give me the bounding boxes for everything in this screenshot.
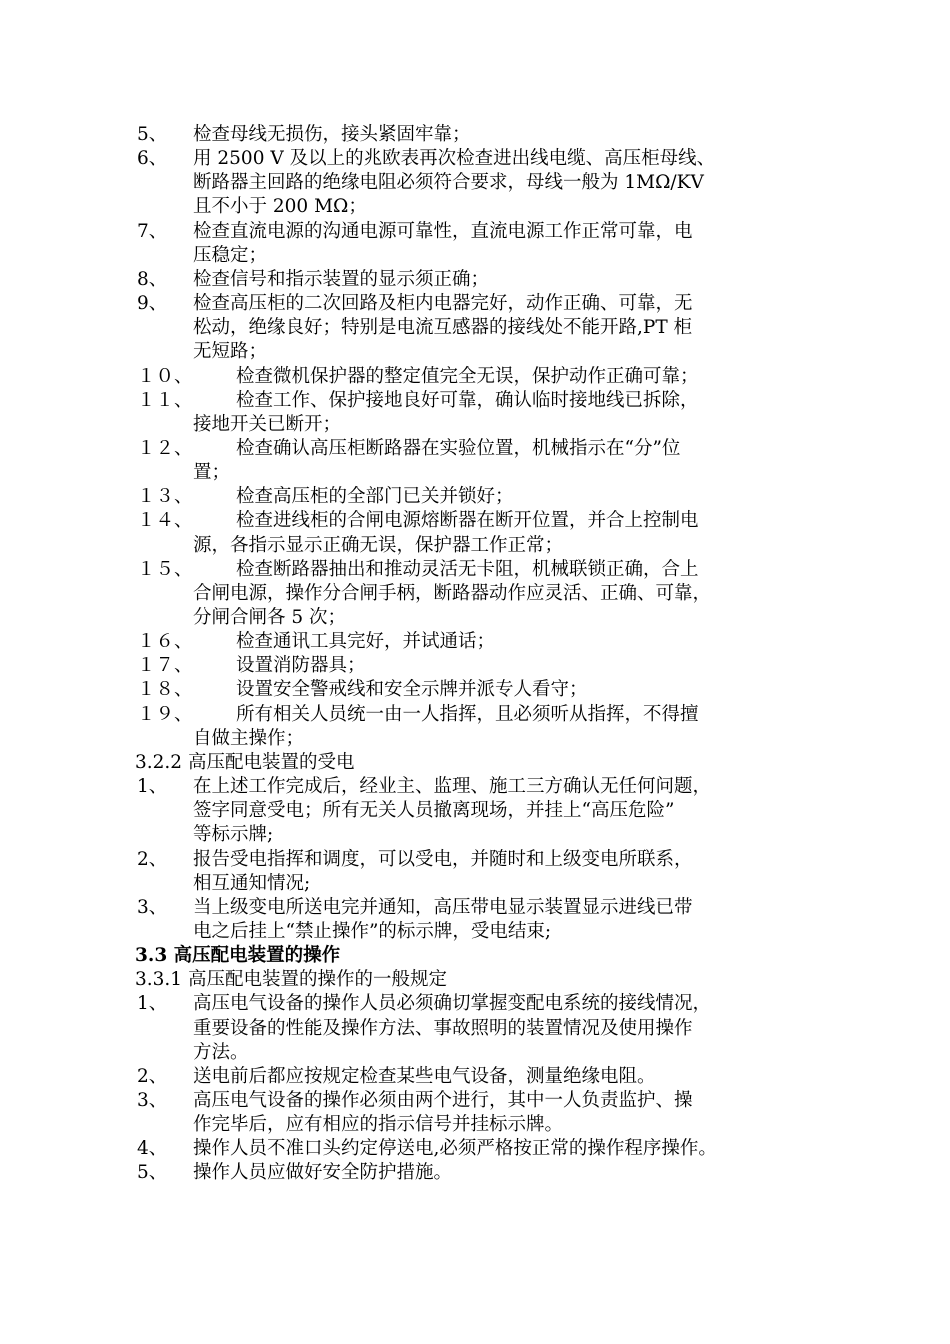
list-item-text: 检查通讯工具完好，并试通话； bbox=[236, 631, 496, 653]
list-item-text: 置； bbox=[193, 462, 231, 484]
list-item-text: 检查确认高压柜断路器在实验位置，机械指示在“分”位 bbox=[236, 437, 681, 459]
list-item-number: １９、 bbox=[137, 703, 193, 725]
list-item-text: 高压电气设备的操作必须由两个进行，其中一人负责监护、操 bbox=[193, 1090, 693, 1111]
list-item-number: １３、 bbox=[137, 486, 193, 508]
list-item-number: 5、 bbox=[137, 1162, 168, 1184]
list-item-number: １１、 bbox=[137, 389, 193, 411]
list-item-text: 检查直流电源的沟通电源可靠性，直流电源工作正常可靠，电 bbox=[193, 220, 693, 242]
section-heading-3-3: 3.3 高压配电装置的操作 bbox=[135, 945, 341, 967]
list-item-number: 1、 bbox=[137, 776, 168, 798]
list-item-number: １５、 bbox=[137, 558, 193, 580]
list-item-text: 操作人员不准口头约定停送电,必须严格按正常的操作程序操作。 bbox=[193, 1138, 717, 1160]
list-item-number: １０、 bbox=[137, 365, 193, 387]
list-item-text: 操作人员应做好安全防护措施。 bbox=[193, 1162, 453, 1184]
list-item-text: 当上级变电所送电完并通知，高压带电显示装置显示进线已带 bbox=[193, 896, 693, 918]
list-item-number: 3、 bbox=[137, 896, 168, 918]
list-item-text: 设置安全警戒线和安全示牌并派专人看守； bbox=[236, 679, 588, 701]
list-item-text: 源，各指示显示正确无误，保护器工作正常； bbox=[193, 534, 564, 556]
list-item-number: １２、 bbox=[137, 437, 193, 459]
list-item-text: 检查高压柜的全部门已关并锁好； bbox=[236, 486, 514, 508]
list-item-text: 检查断路器抽出和推动灵活无卡阻，机械联锁正确，合上 bbox=[236, 558, 699, 580]
list-item-text: 签字同意受电；所有无关人员撤离现场，并挂上“高压危险” bbox=[193, 800, 675, 822]
list-item-text: 松动，绝缘良好；特别是电流互感器的接线处不能开路,PT 柜 bbox=[193, 317, 693, 339]
list-item-number: 2、 bbox=[137, 1065, 168, 1087]
list-item-text: 断路器主回路的绝缘电阻必须符合要求，母线一般为 1MΩ/KV bbox=[193, 172, 704, 194]
list-item-text: 报告受电指挥和调度，可以受电，并随时和上级变电所联系， bbox=[193, 848, 693, 870]
list-item-text: 检查信号和指示装置的显示须正确； bbox=[193, 268, 490, 290]
list-item-number: 4、 bbox=[137, 1138, 168, 1160]
list-item-number: 2、 bbox=[137, 848, 168, 870]
list-item-number: 3、 bbox=[137, 1090, 168, 1111]
list-item-number: １６、 bbox=[137, 631, 193, 653]
list-item-number: 5、 bbox=[137, 124, 168, 145]
list-item-number: 9、 bbox=[137, 293, 168, 315]
list-item-text: 合闸电源，操作分合闸手柄，断路器动作应灵活、正确、可靠， bbox=[193, 582, 712, 604]
list-item-text: 检查进线柜的合闸电源熔断器在断开位置，并合上控制电 bbox=[236, 510, 699, 532]
list-item-number: 8、 bbox=[137, 268, 168, 290]
list-item-text: 设置消防器具； bbox=[236, 655, 366, 677]
list-item-text: 重要设备的性能及操作方法、事故照明的装置情况及使用操作 bbox=[193, 1017, 693, 1039]
list-item-text: 相互通知情况; bbox=[193, 872, 311, 894]
list-item-number: 1、 bbox=[137, 993, 168, 1015]
section-heading-3-2-2: 3.2.2 高压配电装置的受电 bbox=[135, 751, 355, 773]
list-item-number: 7、 bbox=[137, 220, 168, 242]
list-item-text: 高压电气设备的操作人员必须确切掌握变配电系统的接线情况， bbox=[193, 993, 712, 1015]
list-item-text: 用 2500 V 及以上的兆欧表再次检查进出线电缆、高压柜母线、 bbox=[193, 148, 716, 170]
list-item-text: 在上述工作完成后，经业主、监理、施工三方确认无任何问题， bbox=[193, 776, 712, 798]
list-item-text: 无短路； bbox=[193, 341, 268, 363]
list-item-text: 压稳定； bbox=[193, 244, 268, 266]
list-item-number: 6、 bbox=[137, 148, 168, 170]
list-item-text: 电之后挂上“禁止操作”的标示牌，受电结束; bbox=[193, 920, 552, 942]
list-item-number: １４、 bbox=[137, 510, 193, 532]
list-item-text: 自做主操作； bbox=[193, 727, 305, 749]
list-item-text: 检查母线无损伤，接头紧固牢靠； bbox=[193, 124, 471, 145]
list-item-text: 所有相关人员统一由一人指挥，且必须听从指挥，不得擅 bbox=[236, 703, 699, 725]
list-item-text: 分闸合闸各 5 次； bbox=[193, 607, 347, 628]
list-item-text: 检查工作、保护接地良好可靠，确认临时接地线已拆除， bbox=[236, 389, 699, 411]
list-item-text: 检查微机保护器的整定值完全无误，保护动作正确可靠； bbox=[236, 365, 699, 387]
list-item-text: 方法。 bbox=[193, 1041, 249, 1063]
list-item-text: 等标示牌; bbox=[193, 824, 274, 846]
list-item-text: 作完毕后，应有相应的指示信号并挂标示牌。 bbox=[193, 1114, 564, 1136]
list-item-text: 且不小于 200 MΩ； bbox=[193, 196, 367, 218]
list-item-number: １７、 bbox=[137, 655, 193, 677]
list-item-number: １８、 bbox=[137, 679, 193, 701]
list-item-text: 检查高压柜的二次回路及柜内电器完好，动作正确、可靠，无 bbox=[193, 293, 693, 315]
list-item-text: 接地开关已断开； bbox=[193, 413, 342, 435]
list-item-text: 送电前后都应按规定检查某些电气设备，测量绝缘电阻。 bbox=[193, 1065, 656, 1087]
section-heading-3-3-1: 3.3.1 高压配电装置的操作的一般规定 bbox=[135, 969, 447, 991]
